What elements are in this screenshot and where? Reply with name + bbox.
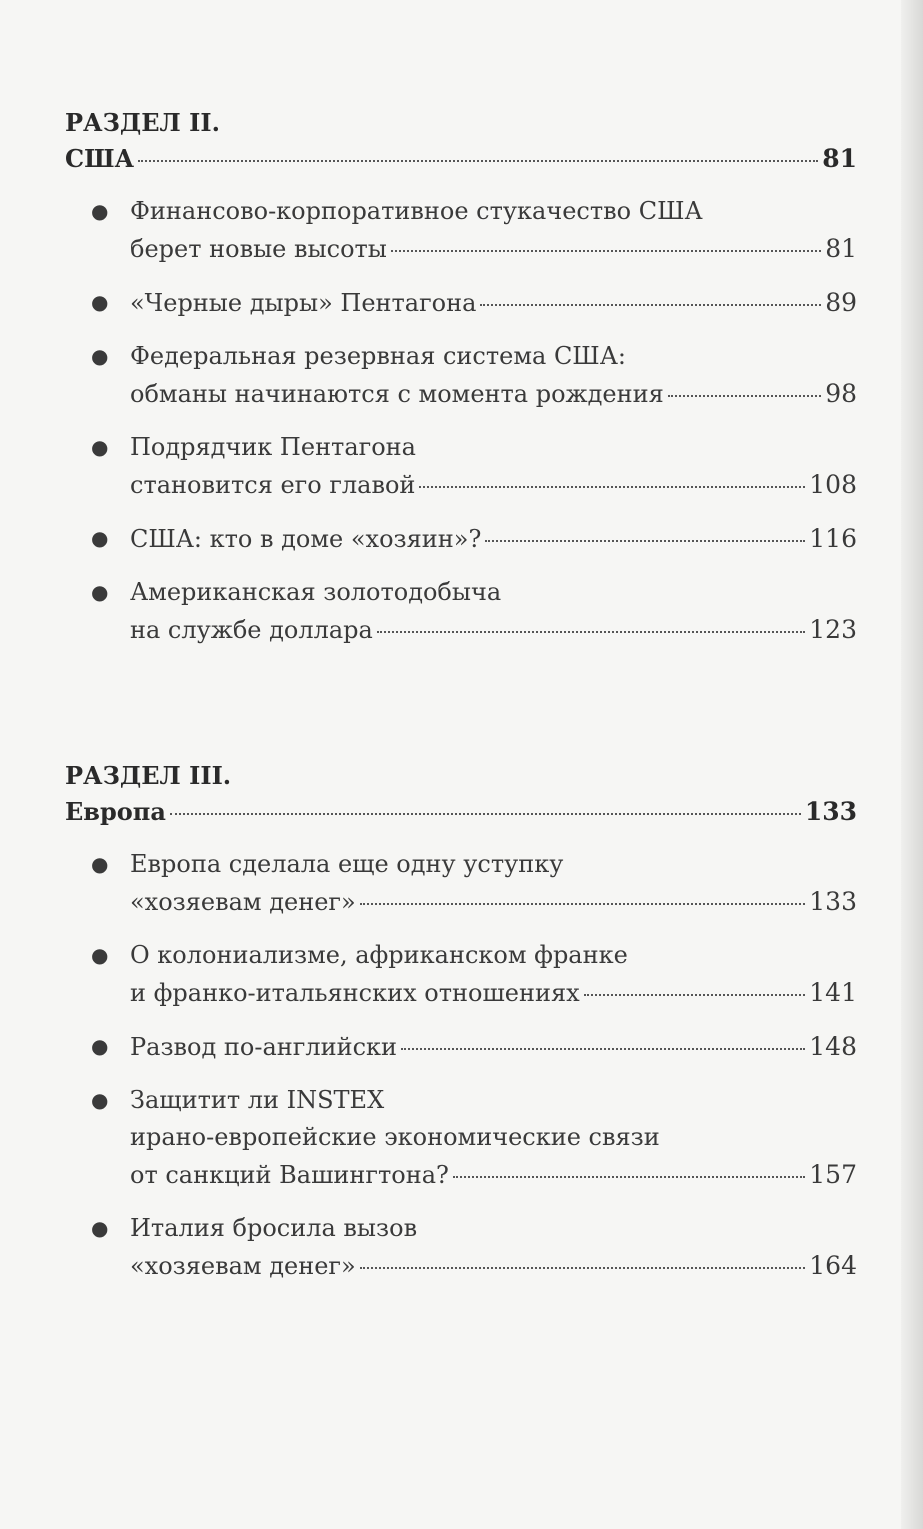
dot-leader xyxy=(584,994,806,996)
dot-leader xyxy=(480,304,821,306)
dot-leader xyxy=(377,631,805,633)
section-label: РАЗДЕЛ III. xyxy=(65,761,232,790)
bullet-icon: ● xyxy=(91,290,109,314)
section-3 xyxy=(65,758,857,1285)
toc-entry[interactable] xyxy=(65,846,857,921)
page-number: 148 xyxy=(809,1032,857,1061)
page-number: 157 xyxy=(809,1160,857,1189)
toc-entry[interactable] xyxy=(65,1028,857,1066)
entry-title-line: О колониализме, африканском франке xyxy=(130,941,628,969)
entry-title-line: от санкций Вашингтона? xyxy=(130,1161,449,1189)
bullet-icon: ● xyxy=(91,943,109,967)
section-title-row[interactable] xyxy=(65,141,857,177)
dot-leader xyxy=(170,813,801,815)
toc-entry[interactable] xyxy=(65,284,857,322)
dot-leader xyxy=(360,1267,806,1269)
toc-entry[interactable] xyxy=(65,338,857,413)
dot-leader xyxy=(485,540,805,542)
dot-leader xyxy=(138,160,818,162)
section-2 xyxy=(65,105,857,649)
entry-title-line: становится его главой xyxy=(130,471,416,499)
page-number: 164 xyxy=(809,1251,857,1280)
bullet-icon: ● xyxy=(91,580,109,604)
entry-title-line: «Черные дыры» Пентагона xyxy=(130,289,477,317)
page-number: 108 xyxy=(809,470,857,499)
entry-title-line: Италия бросила вызов xyxy=(130,1214,418,1242)
entry-title-line: берет новые высоты xyxy=(130,235,387,263)
dot-leader xyxy=(453,1176,805,1178)
toc-entry[interactable] xyxy=(65,429,857,504)
entry-title-line: «хозяевам денег» xyxy=(130,888,356,916)
entry-title-line: Федеральная резервная система США: xyxy=(130,342,626,370)
entry-title-line: Американская золотодобыча xyxy=(130,578,502,606)
entry-title-line: на службе доллара xyxy=(130,616,373,644)
toc-entry[interactable] xyxy=(65,520,857,558)
bullet-icon: ● xyxy=(91,1088,109,1112)
entry-title-line: и франко-итальянских отношениях xyxy=(130,979,580,1007)
entry-title-line: Развод по-английски xyxy=(130,1033,398,1061)
entry-title-line: Европа сделала еще одну уступку xyxy=(130,850,564,878)
bullet-icon: ● xyxy=(91,199,109,223)
toc-entry[interactable] xyxy=(65,1082,857,1194)
entry-title-line: «хозяевам денег» xyxy=(130,1252,356,1280)
toc-entry[interactable] xyxy=(65,1210,857,1285)
dot-leader xyxy=(668,395,821,397)
bullet-icon: ● xyxy=(91,435,109,459)
page-number: 133 xyxy=(804,797,857,826)
bullet-icon: ● xyxy=(91,1216,109,1240)
page-edge-shadow xyxy=(901,0,923,1529)
toc-entry[interactable] xyxy=(65,937,857,1012)
section-title: США xyxy=(65,144,135,173)
dot-leader xyxy=(391,250,821,252)
section-label: РАЗДЕЛ II. xyxy=(65,108,220,137)
dot-leader xyxy=(419,486,805,488)
page-number: 133 xyxy=(809,887,857,916)
page-number: 89 xyxy=(825,288,857,317)
page-number: 98 xyxy=(825,379,857,408)
page-number: 81 xyxy=(822,144,857,173)
entry-title-line: Защитит ли INSTEX xyxy=(130,1086,385,1114)
bullet-icon: ● xyxy=(91,526,109,550)
entry-title-line: Финансово-корпоративное стукачество США xyxy=(130,197,703,225)
dot-leader xyxy=(360,903,806,905)
bullet-icon: ● xyxy=(91,852,109,876)
section-title-row[interactable] xyxy=(65,794,857,830)
entry-title-line: Подрядчик Пентагона xyxy=(130,433,416,461)
dot-leader xyxy=(401,1048,805,1050)
bullet-icon: ● xyxy=(91,1034,109,1058)
page-number: 116 xyxy=(809,524,857,553)
entry-title-line: США: кто в доме «хозяин»? xyxy=(130,525,482,553)
page-number: 123 xyxy=(809,615,857,644)
bullet-icon: ● xyxy=(91,344,109,368)
entry-title-line: ирано-европейские экономические связи xyxy=(130,1123,660,1151)
section-title: Европа xyxy=(65,797,166,826)
page-number: 141 xyxy=(809,978,857,1007)
entry-title-line: обманы начинаются с момента рождения xyxy=(130,380,664,408)
toc-entry[interactable] xyxy=(65,574,857,649)
toc-entry[interactable] xyxy=(65,193,857,268)
page-number: 81 xyxy=(825,234,857,263)
